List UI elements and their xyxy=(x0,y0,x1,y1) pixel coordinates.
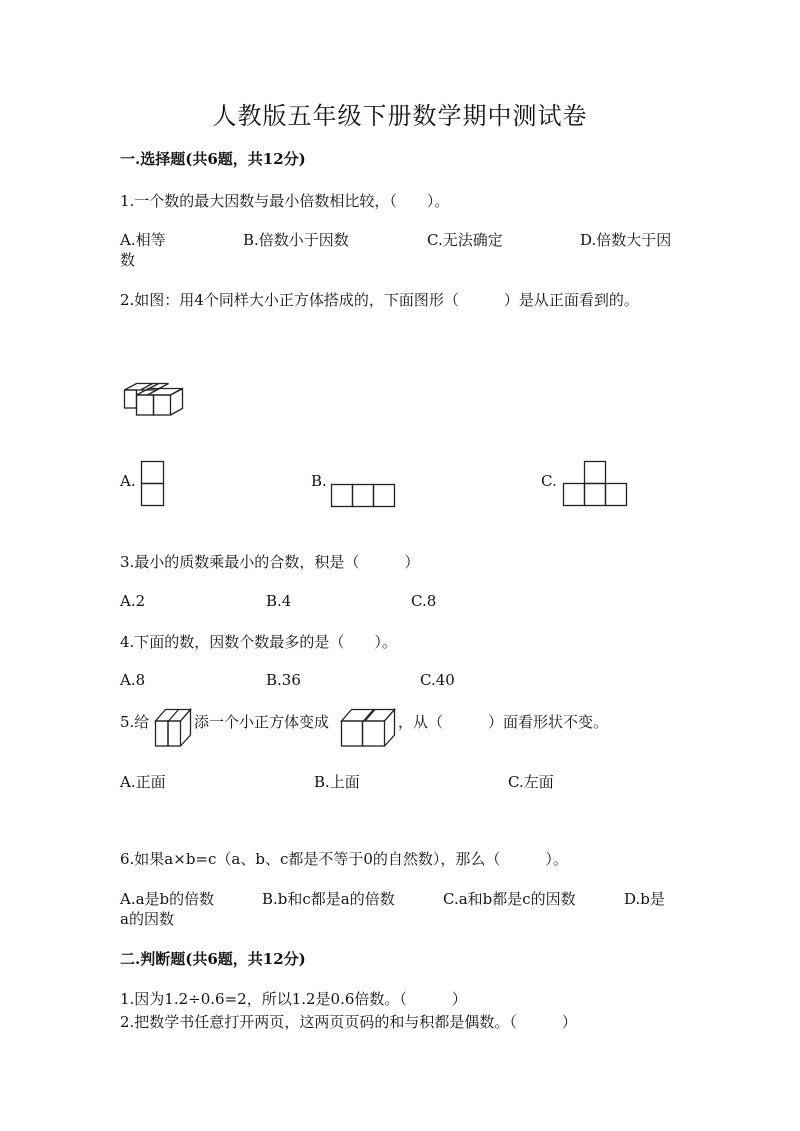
q2-option-a-figure xyxy=(141,461,165,507)
page-title: 人教版五年级下册数学期中测试卷 xyxy=(212,102,588,130)
judgement-item-2: 2.把数学书任意打开两页，这两页页码的和与积都是偶数。（ ） xyxy=(120,1013,577,1031)
q4-option-a: A.8 xyxy=(120,671,146,689)
q6-option-b: B.b和c都是a的倍数 xyxy=(262,890,395,908)
q6-option-d-wrap: a的因数 xyxy=(120,910,174,928)
q1-option-d: D.倍数大于因 xyxy=(580,231,672,249)
q2-option-b-figure xyxy=(331,484,397,508)
question-5-stem-c: ，从（ ）面看形状不变。 xyxy=(398,713,609,731)
q6-option-d: D.b是 xyxy=(624,890,665,908)
q5-shape-before xyxy=(155,709,193,749)
q2-option-b: B. xyxy=(311,472,327,490)
question-5-stem-b: 添一个小正方体变成 xyxy=(194,713,330,731)
q1-option-b: B.倍数小于因数 xyxy=(243,231,349,249)
section-heading-choice: 一.选择题(共6题，共12分) xyxy=(120,150,306,168)
q1-option-a: A.相等 xyxy=(120,231,166,249)
q4-option-b: B.36 xyxy=(266,671,301,689)
q3-option-c: C.8 xyxy=(411,592,437,610)
question-6-stem: 6.如果a×b=c（a、b、c都是不等于0的自然数），那么（ ）。 xyxy=(120,850,568,868)
q5-option-b: B.上面 xyxy=(314,773,360,791)
question-4-stem: 4.下面的数，因数个数最多的是（ ）。 xyxy=(120,633,397,651)
q5-option-c: C.左面 xyxy=(508,773,554,791)
judgement-item-1: 1.因为1.2÷0.6=2，所以1.2是0.6倍数。（ ） xyxy=(120,990,467,1008)
question-1-stem: 1.一个数的最大因数与最小倍数相比较，（ ）。 xyxy=(120,192,450,210)
q6-option-a: A.a是b的倍数 xyxy=(120,890,215,908)
question-2-text: 2.如图：用4个同样大小正方体搭成的，下面图形（ ）是从正面看到的。 xyxy=(120,291,639,309)
question-5-stem-a: 5.给 xyxy=(120,713,150,731)
q3-option-a: A.2 xyxy=(120,592,146,610)
q3-option-b: B.4 xyxy=(266,592,292,610)
q5-option-a: A.正面 xyxy=(120,773,166,791)
q6-option-c: C.a和b都是c的因数 xyxy=(443,890,576,908)
q2-option-c: C. xyxy=(541,472,557,490)
section-heading-judgement: 二.判断题(共6题，共12分) xyxy=(120,950,306,968)
q2-option-c-figure xyxy=(563,461,629,507)
q2-cubes-figure xyxy=(124,383,186,417)
q4-option-c: C.40 xyxy=(420,671,455,689)
q1-option-d-wrap: 数 xyxy=(120,251,136,269)
q1-option-c: C.无法确定 xyxy=(427,231,503,249)
q5-shape-after xyxy=(341,709,397,749)
q2-option-a: A. xyxy=(120,472,136,490)
question-3-stem: 3.最小的质数乘最小的合数，积是（ ） xyxy=(120,553,420,571)
